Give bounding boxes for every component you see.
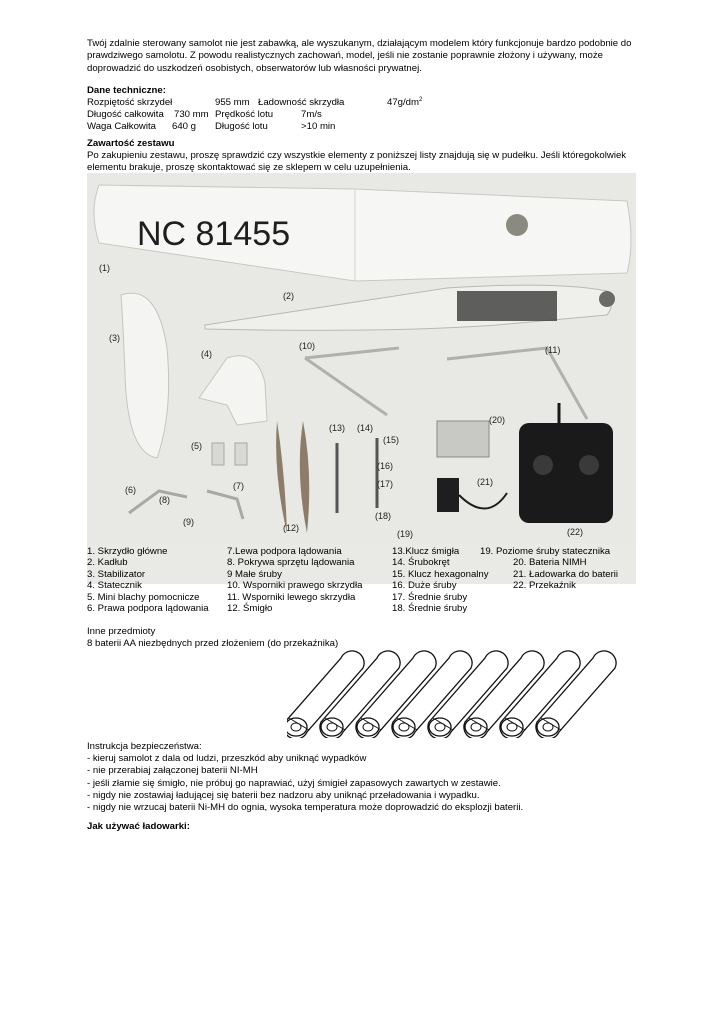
spec-label: Rozpiętość skrzydeł	[87, 97, 173, 108]
safety-section	[87, 741, 639, 814]
parts-list-row	[87, 603, 639, 614]
parts-list-item: 12. Śmigło	[227, 602, 273, 614]
spec-label: Długość lotu	[215, 121, 268, 132]
document-page	[87, 38, 639, 832]
parts-list-item: 8. Pokrywa sprzętu lądowania	[227, 557, 355, 569]
contents-heading: Zawartość zestawu	[87, 138, 175, 149]
battery-pack-illustration	[437, 421, 489, 457]
specs-heading: Dane techniczne:	[87, 85, 166, 96]
parts-list-item: 21. Ładowarka do baterii	[513, 568, 619, 580]
parts-list-row	[87, 557, 639, 568]
spec-value: >10 min	[301, 121, 336, 132]
spec-value-text: 47g/dm	[387, 97, 419, 108]
other-items-text: 8 baterii AA niezbędnych przed złożeniem (do przekaźnika)	[87, 638, 339, 649]
part-label: (2)	[283, 291, 294, 301]
spec-value: 7m/s	[301, 109, 322, 120]
part-label: (21)	[477, 477, 494, 487]
part-label: (1)	[99, 263, 110, 273]
part-label: (20)	[489, 415, 506, 425]
safety-item: - jeśli złamie się śmigło, nie próbuj go naprawiać, użyj śmigieł zapasowych zawartych w zestawie.	[87, 777, 501, 789]
parts-list-item: 11. Wsporniki lewego skrzydła	[227, 591, 356, 603]
safety-item: - nigdy nie zostawiaj ładującej się baterii bez nadzoru aby uniknąć przeładowania i wypadku.	[87, 789, 480, 801]
parts-list-item: 10. Wsporniki prawego skrzydła	[227, 580, 363, 592]
part-label: (14)	[357, 423, 374, 433]
wing-registration-text: NC 81455	[137, 215, 291, 253]
parts-list-item: 4. Statecznik	[87, 580, 142, 592]
part-label: (3)	[109, 333, 120, 343]
parts-list-item: 3. Stabilizator	[87, 568, 146, 580]
intro-paragraph: Twój zdalnie sterowany samolot nie jest zabawką, ale wyszukanym, działającym modelem który funkcjonuje bardzo podobnie do prawdziwego samolotu. Z powodu realistycznych zachowań, model, jeśli nie zostanie poprawnie złożony i używany, może doprowadzić do uszkodzeń osobistych, obserwatorów lub własności prywatnej.	[87, 38, 632, 74]
safety-item: - nigdy nie wrzucaj baterii Ni-MH do ognia, wysoka temperatura może doprowadzić do eksplozji baterii.	[87, 802, 524, 814]
parts-list-item: 16. Duże śruby	[392, 580, 457, 592]
part-label: (18)	[375, 511, 392, 521]
spec-label: Waga Całkowita	[87, 121, 156, 132]
aa-batteries-illustration	[287, 642, 642, 738]
part-label: (10)	[299, 341, 316, 351]
spec-row	[87, 121, 639, 133]
contents-section	[87, 138, 639, 175]
aa-batteries-drawing	[287, 642, 642, 738]
part-label: (15)	[383, 435, 400, 445]
parts-list-item: 15. Klucz hexagonalny	[392, 568, 489, 580]
parts-list-item: 7.Lewa podpora lądowania	[227, 546, 342, 557]
part-label: (5)	[191, 441, 202, 451]
parts-list-item: 6. Prawa podpora lądowania	[87, 602, 209, 614]
safety-heading: Instrukcja bezpieczeństwa:	[87, 741, 202, 752]
part-label: (19)	[397, 529, 414, 539]
parts-list-item: 2. Kadłub	[87, 557, 128, 569]
safety-item: - nie przerabiaj załączonej baterii NI-MH	[87, 765, 258, 777]
spec-unit-exponent: 2	[419, 97, 423, 103]
spec-row	[87, 109, 639, 121]
parts-list-row	[87, 569, 639, 580]
other-items-heading: Inne przedmioty	[87, 626, 156, 637]
spec-value: 730 mm	[174, 109, 209, 120]
spec-value	[387, 97, 422, 109]
parts-list-item: 1. Skrzydło główne	[87, 546, 168, 557]
parts-list-item: 20. Bateria NIMH	[513, 557, 587, 569]
parts-list-item: 13.Klucz śmigła	[392, 546, 460, 557]
parts-list-item: 22. Przekaźnik	[513, 580, 576, 592]
part-label: (16)	[377, 461, 394, 471]
kit-photo-drawing	[87, 173, 636, 543]
specs-section	[87, 85, 639, 133]
kit-photo	[87, 173, 636, 584]
spec-label: Prędkość lotu	[215, 109, 274, 120]
parts-list-row	[87, 592, 639, 603]
part-label: (6)	[125, 485, 136, 495]
spec-value: 640 g	[172, 121, 197, 132]
parts-list-item: 17. Średnie śruby	[392, 591, 468, 603]
part-label: (4)	[201, 349, 212, 359]
spec-value: 955 mm	[215, 97, 250, 108]
parts-list-item: 18. Średnie śruby	[392, 602, 468, 614]
part-label: (8)	[159, 495, 170, 505]
safety-item: - kieruj samolot z dala od ludzi, przeszkód aby uniknąć wypadków	[87, 753, 367, 765]
parts-list-item: 5. Mini blachy pomocnicze	[87, 591, 200, 603]
part-label: (22)	[567, 527, 584, 537]
part-label: (13)	[329, 423, 346, 433]
part-label: (11)	[545, 345, 561, 355]
parts-list-row	[87, 580, 639, 591]
parts-list-row	[87, 546, 639, 557]
part-label: (12)	[283, 523, 300, 533]
part-label: (7)	[233, 481, 244, 491]
parts-list	[87, 546, 639, 614]
spec-label: Długość całkowita	[87, 109, 164, 120]
parts-list-item: 14. Śrubokręt	[392, 557, 450, 569]
spec-label: Ładowność skrzydła	[258, 97, 345, 108]
spec-row	[87, 97, 639, 109]
parts-list-item: 19. Poziome śruby statecznika	[480, 546, 611, 557]
parts-list-item: 9 Małe śruby	[227, 568, 282, 580]
charger-howto-heading: Jak używać ładowarki:	[87, 821, 190, 832]
contents-text: Po zakupieniu zestawu, proszę sprawdzić czy wszystkie elementy z poniższej listy znajdują się w pudełku. Jeśli któregokolwiek elementu brakuje, proszę skontaktować się ze sklepem w celu uzupełnienia.	[87, 150, 627, 174]
part-label: (9)	[183, 517, 194, 527]
part-label: (17)	[377, 479, 394, 489]
